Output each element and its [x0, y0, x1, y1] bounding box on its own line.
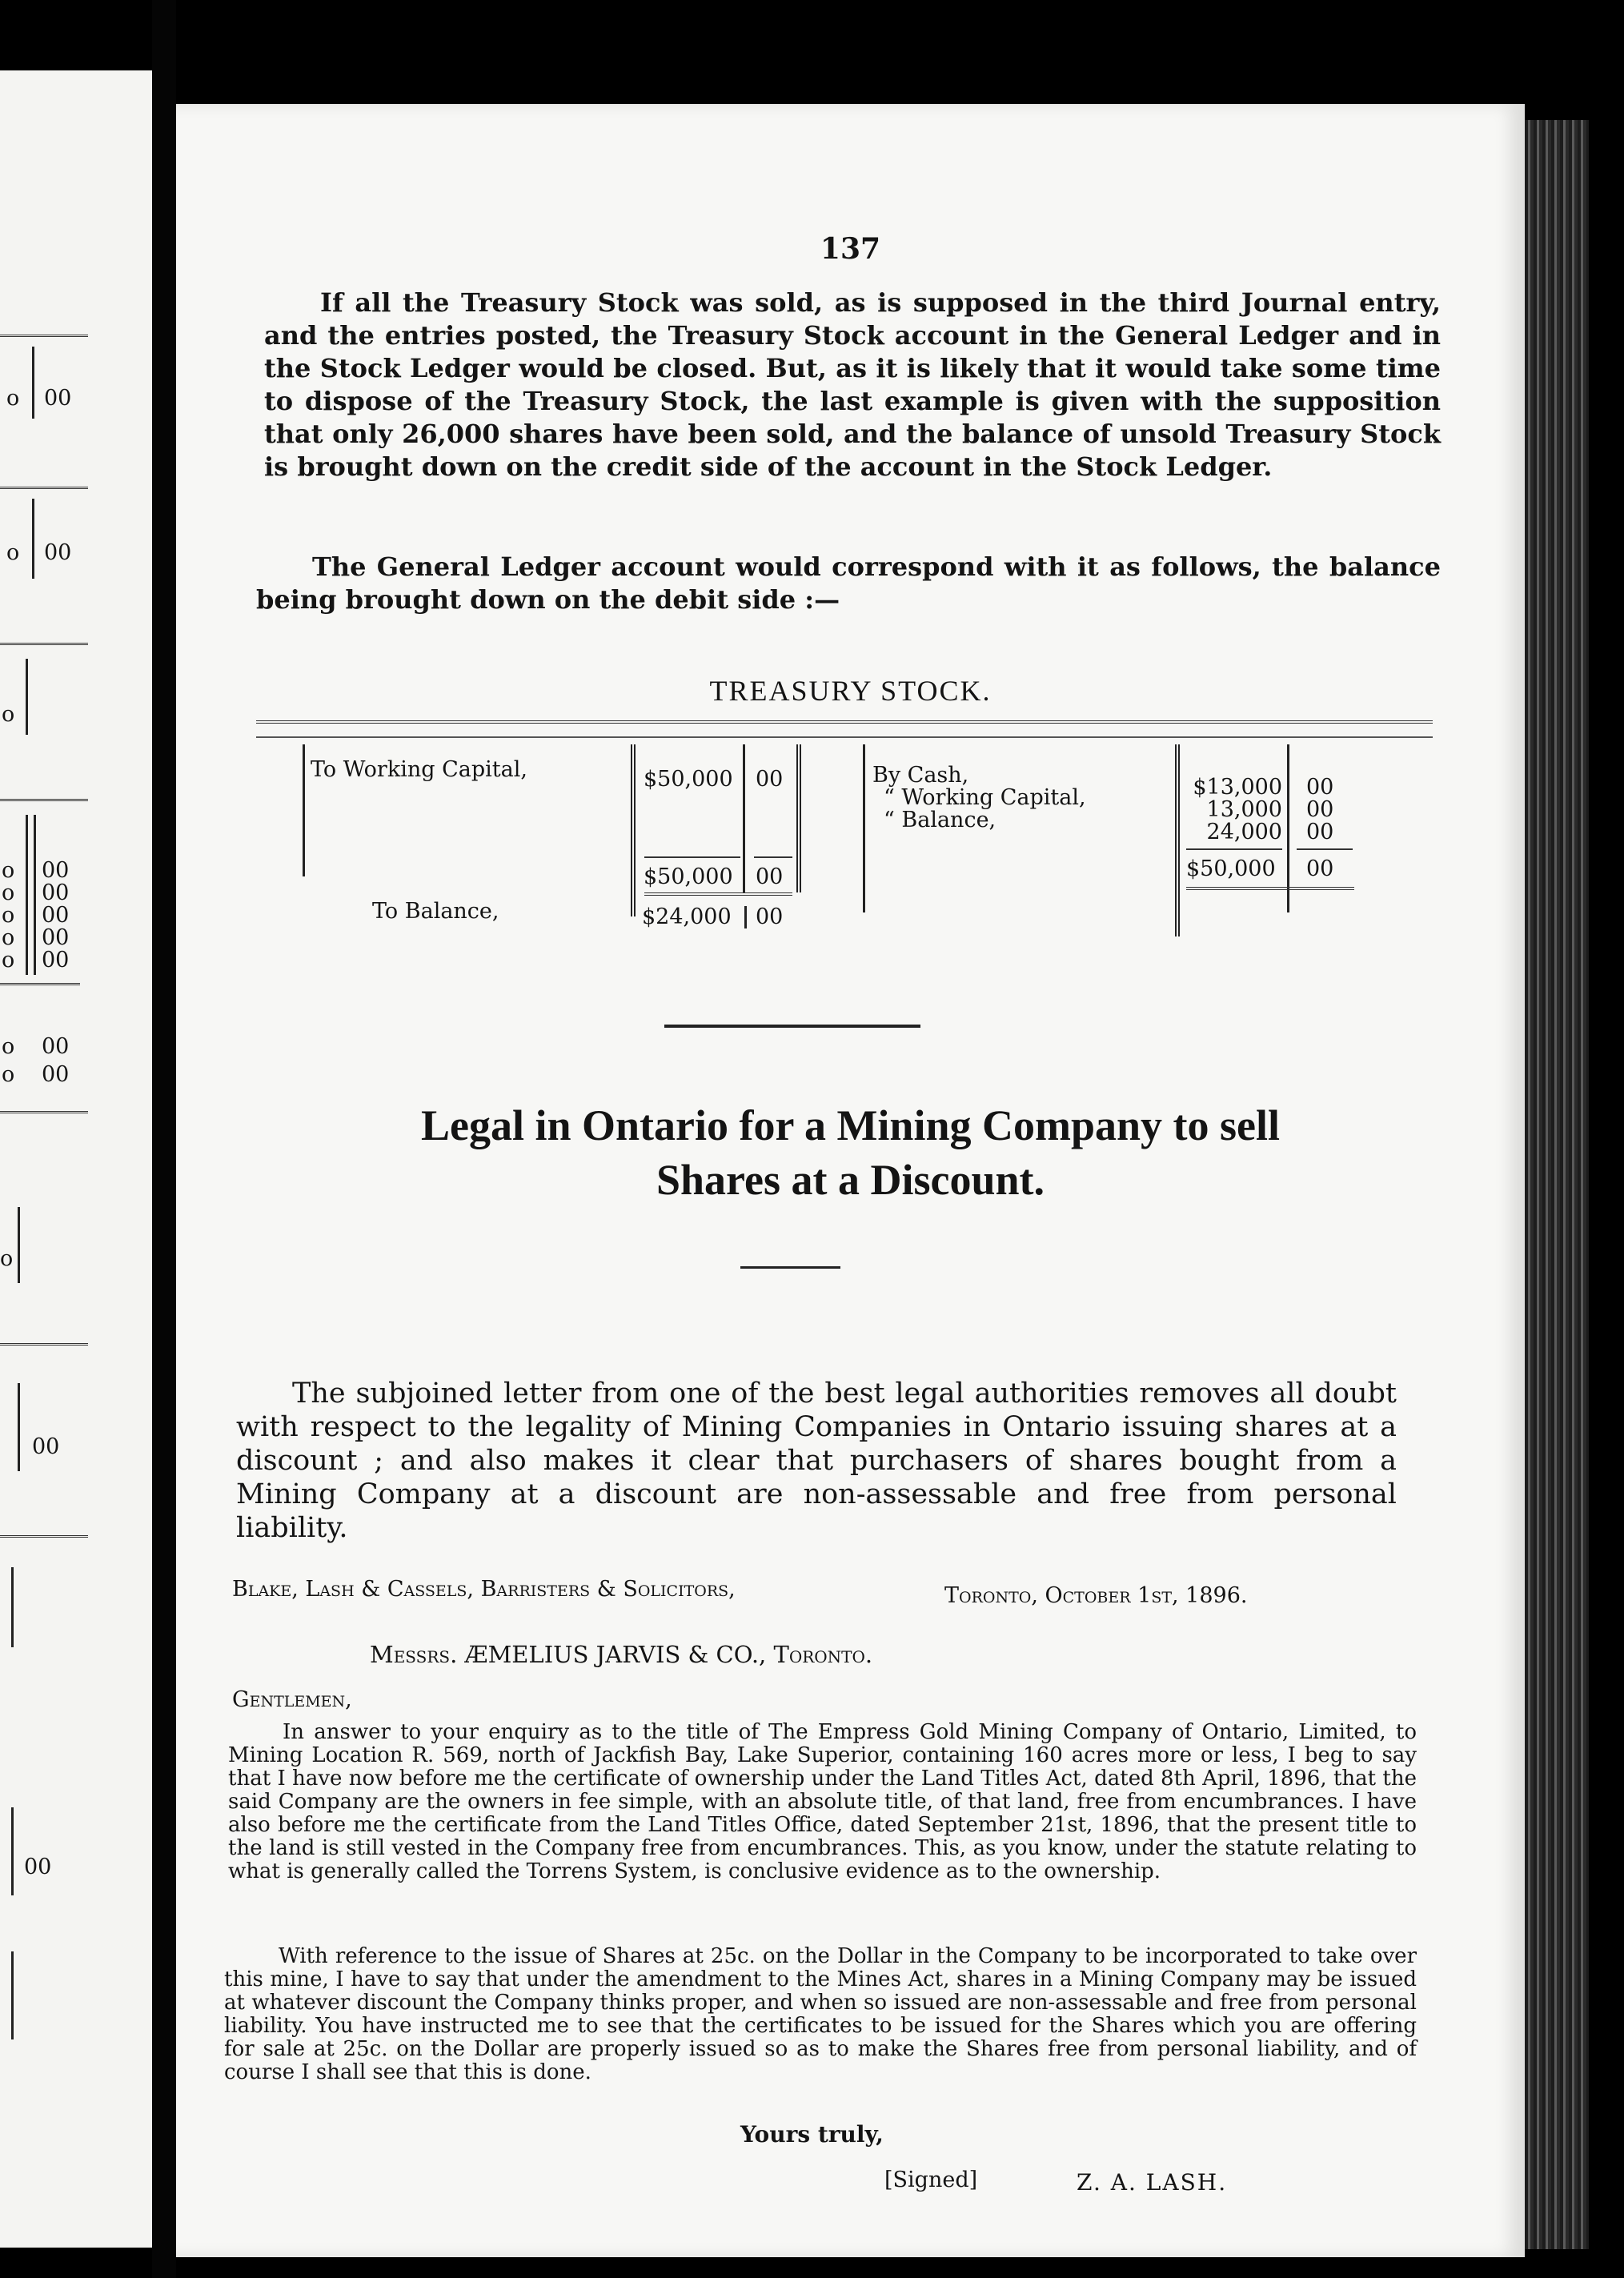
left-frag: o [2, 925, 15, 950]
total-rule [644, 856, 740, 858]
credit-entry-cents: 00 [1306, 797, 1334, 822]
left-rule [0, 643, 88, 645]
ledger-vrule [631, 744, 636, 916]
left-vline [18, 1207, 20, 1283]
left-frag: 00 [44, 386, 72, 411]
ledger-vrule [796, 744, 801, 892]
left-frag: 00 [42, 903, 70, 928]
left-rule [0, 335, 88, 337]
letter-paragraph-2: With reference to the issue of Shares at 25c. on the Dollar in the Company to be incorporated to take over this mine, I have to say that under the amendment to the Mines Act, shares in a Mining Company may be issued at whatever discount the Company thinks proper, and when so issued are non-assessable and free from personal liability. You have instructed me to see that the certificates to be issued for the Shares which you are offering for sale at 25c. on the Dollar are properly issued so as to make the Shares free from personal liability, and of course I shall see that this is done. [224, 1944, 1417, 2084]
credit-entry-cents: 00 [1306, 820, 1334, 844]
credit-entry-label: “ Balance, [884, 808, 996, 832]
left-frag: 00 [24, 1855, 52, 1879]
page-number: 137 [820, 232, 881, 266]
total-double-rule [1186, 887, 1354, 890]
left-frag: o [2, 1062, 15, 1087]
letterhead-firm: Blake, Lash & Cassels, Barristers & Solicitors, [232, 1577, 736, 1602]
ledger-top-rule [256, 720, 1433, 724]
left-frag: 00 [42, 880, 70, 905]
debit-total-cents: 00 [756, 864, 784, 889]
credit-total-cents: 00 [1306, 856, 1334, 881]
section-heading-line-1: Legal in Ontario for a Mining Company to sell [420, 1101, 1281, 1149]
left-frag: o [2, 702, 15, 727]
credit-entry-label: “ Working Capital, [884, 785, 1086, 810]
left-vline [26, 815, 28, 975]
debit-entry-dollars: $50,000 [644, 767, 733, 792]
left-vline [11, 1567, 14, 1647]
ledger-top-rule [256, 736, 1433, 738]
letter-intro-paragraph: The subjoined letter from one of the best legal authorities removes all doubt with respect to the legality of Mining Companies in Ontario issuing shares at a discount ; and also makes it clear that purchasers of shares bought from a Mining Company at a discount are non-assessable and free from personal liability. [236, 1378, 1397, 1544]
left-rule [0, 1111, 88, 1113]
debit-balance-cents: 00 [756, 904, 784, 929]
ledger-vrule [303, 744, 305, 876]
debit-balance-label: To Balance, [372, 899, 499, 924]
left-frag: o [2, 903, 15, 928]
letter-salutation: Gentlemen, [232, 1687, 352, 1712]
total-rule [754, 856, 792, 858]
left-frag: o [2, 880, 15, 905]
left-frag: 00 [42, 948, 70, 973]
left-vline [32, 499, 34, 579]
left-frag: 00 [42, 1062, 70, 1087]
letterhead-date: Toronto, October 1st, 1896. [944, 1583, 1248, 1608]
left-frag: 00 [42, 1034, 70, 1059]
ledger-title: TREASURY STOCK. [709, 675, 992, 707]
section-heading [256, 1098, 1445, 1207]
left-frag: o [2, 858, 15, 883]
left-frag: o [0, 1246, 14, 1271]
letter-paragraph-1: In answer to your enquiry as to the title of The Empress Gold Mining Company of Ontario, Limited, to Mining Location R. 569, north of Jackfish Bay, Lake Superior, containing 160 acres more or less, I beg to say that I have now before me the certificate of ownership under the Land Titles Act, dated 8th April, 1896, that the said Company are the owners in fee simple, with an absolute title, of that land, free from encumbrances. I have also before me the certificate from the Land Titles Office, dated September 21st, 1896, that the present title to the land is still vested in the Company free from encumbrances. This, as you know, under the statute relating to what is generally called the Torrens System, is conclusive evidence as to the ownership. [228, 1720, 1417, 1883]
book-gutter [152, 0, 176, 2278]
total-double-rule [644, 892, 792, 896]
left-frag: 00 [32, 1434, 60, 1459]
total-rule [1186, 848, 1282, 850]
signed-tag: [Signed] [884, 2168, 978, 2192]
left-vline [26, 659, 28, 735]
heading-dash [740, 1266, 840, 1269]
credit-entry-dollars: $13,000 [1193, 775, 1282, 800]
credit-entry-cents: 00 [1306, 775, 1334, 800]
left-frag: o [6, 540, 20, 565]
left-rule [0, 487, 88, 489]
left-frag: 00 [42, 925, 70, 950]
credit-total-dollars: $50,000 [1186, 856, 1276, 881]
intro-paragraph-1: If all the Treasury Stock was sold, as is supposed in the third Journal entry, and the entries posted, the Treasury Stock account in the General Ledger and in the Stock Ledger would be closed. But, as it is likely that it would take some time to dispose of the Treasury Stock, the last example is given with the supposition that only 26,000 shares have been sold, and the balance of unsold Treasury Stock is brought down on the credit side of the account in the Stock Ledger. [264, 287, 1441, 482]
left-rule [0, 1343, 88, 1346]
left-rule [0, 983, 80, 985]
left-vline [18, 1383, 20, 1471]
left-vline [32, 347, 34, 419]
book-page [176, 104, 1525, 2257]
letter-addressee: Messrs. ÆMELIUS JARVIS & CO., Toronto. [370, 1641, 873, 1668]
debit-entry-label: To Working Capital, [311, 757, 527, 782]
credit-entry-label: By Cash, [872, 763, 969, 788]
total-rule [1297, 848, 1353, 850]
intro-paragraph-2: The General Ledger account would correspond with it as follows, the balance being brought down on the debit side :— [256, 551, 1441, 615]
debit-entry-cents: 00 [756, 767, 784, 792]
ledger-vrule [1175, 744, 1180, 936]
left-frag: 00 [42, 858, 70, 883]
debit-balance-dollars: $24,000 [642, 904, 732, 929]
left-vline [34, 815, 36, 975]
signatory: Z. A. LASH. [1077, 2169, 1228, 2196]
section-divider [664, 1025, 920, 1028]
credit-entry-dollars: 24,000 [1206, 820, 1282, 844]
left-frag: o [6, 386, 20, 411]
left-rule [0, 1535, 88, 1538]
ledger-vrule [743, 744, 745, 892]
left-frag: 00 [44, 540, 72, 565]
ledger-vrule [863, 744, 865, 912]
left-frag: o [2, 1034, 15, 1059]
debit-total-dollars: $50,000 [644, 864, 733, 889]
section-heading-line-2: Shares at a Discount. [656, 1156, 1045, 1204]
left-vline [11, 1807, 14, 1895]
left-rule [0, 799, 88, 801]
ledger-vrule [744, 906, 747, 928]
letter-closing: Yours truly, [740, 2121, 884, 2148]
left-vline [11, 1951, 14, 2039]
left-page-fragment [0, 70, 152, 2248]
page-edge-stack [1525, 120, 1589, 2249]
credit-entry-dollars: 13,000 [1206, 797, 1282, 822]
left-frag: o [2, 948, 15, 973]
